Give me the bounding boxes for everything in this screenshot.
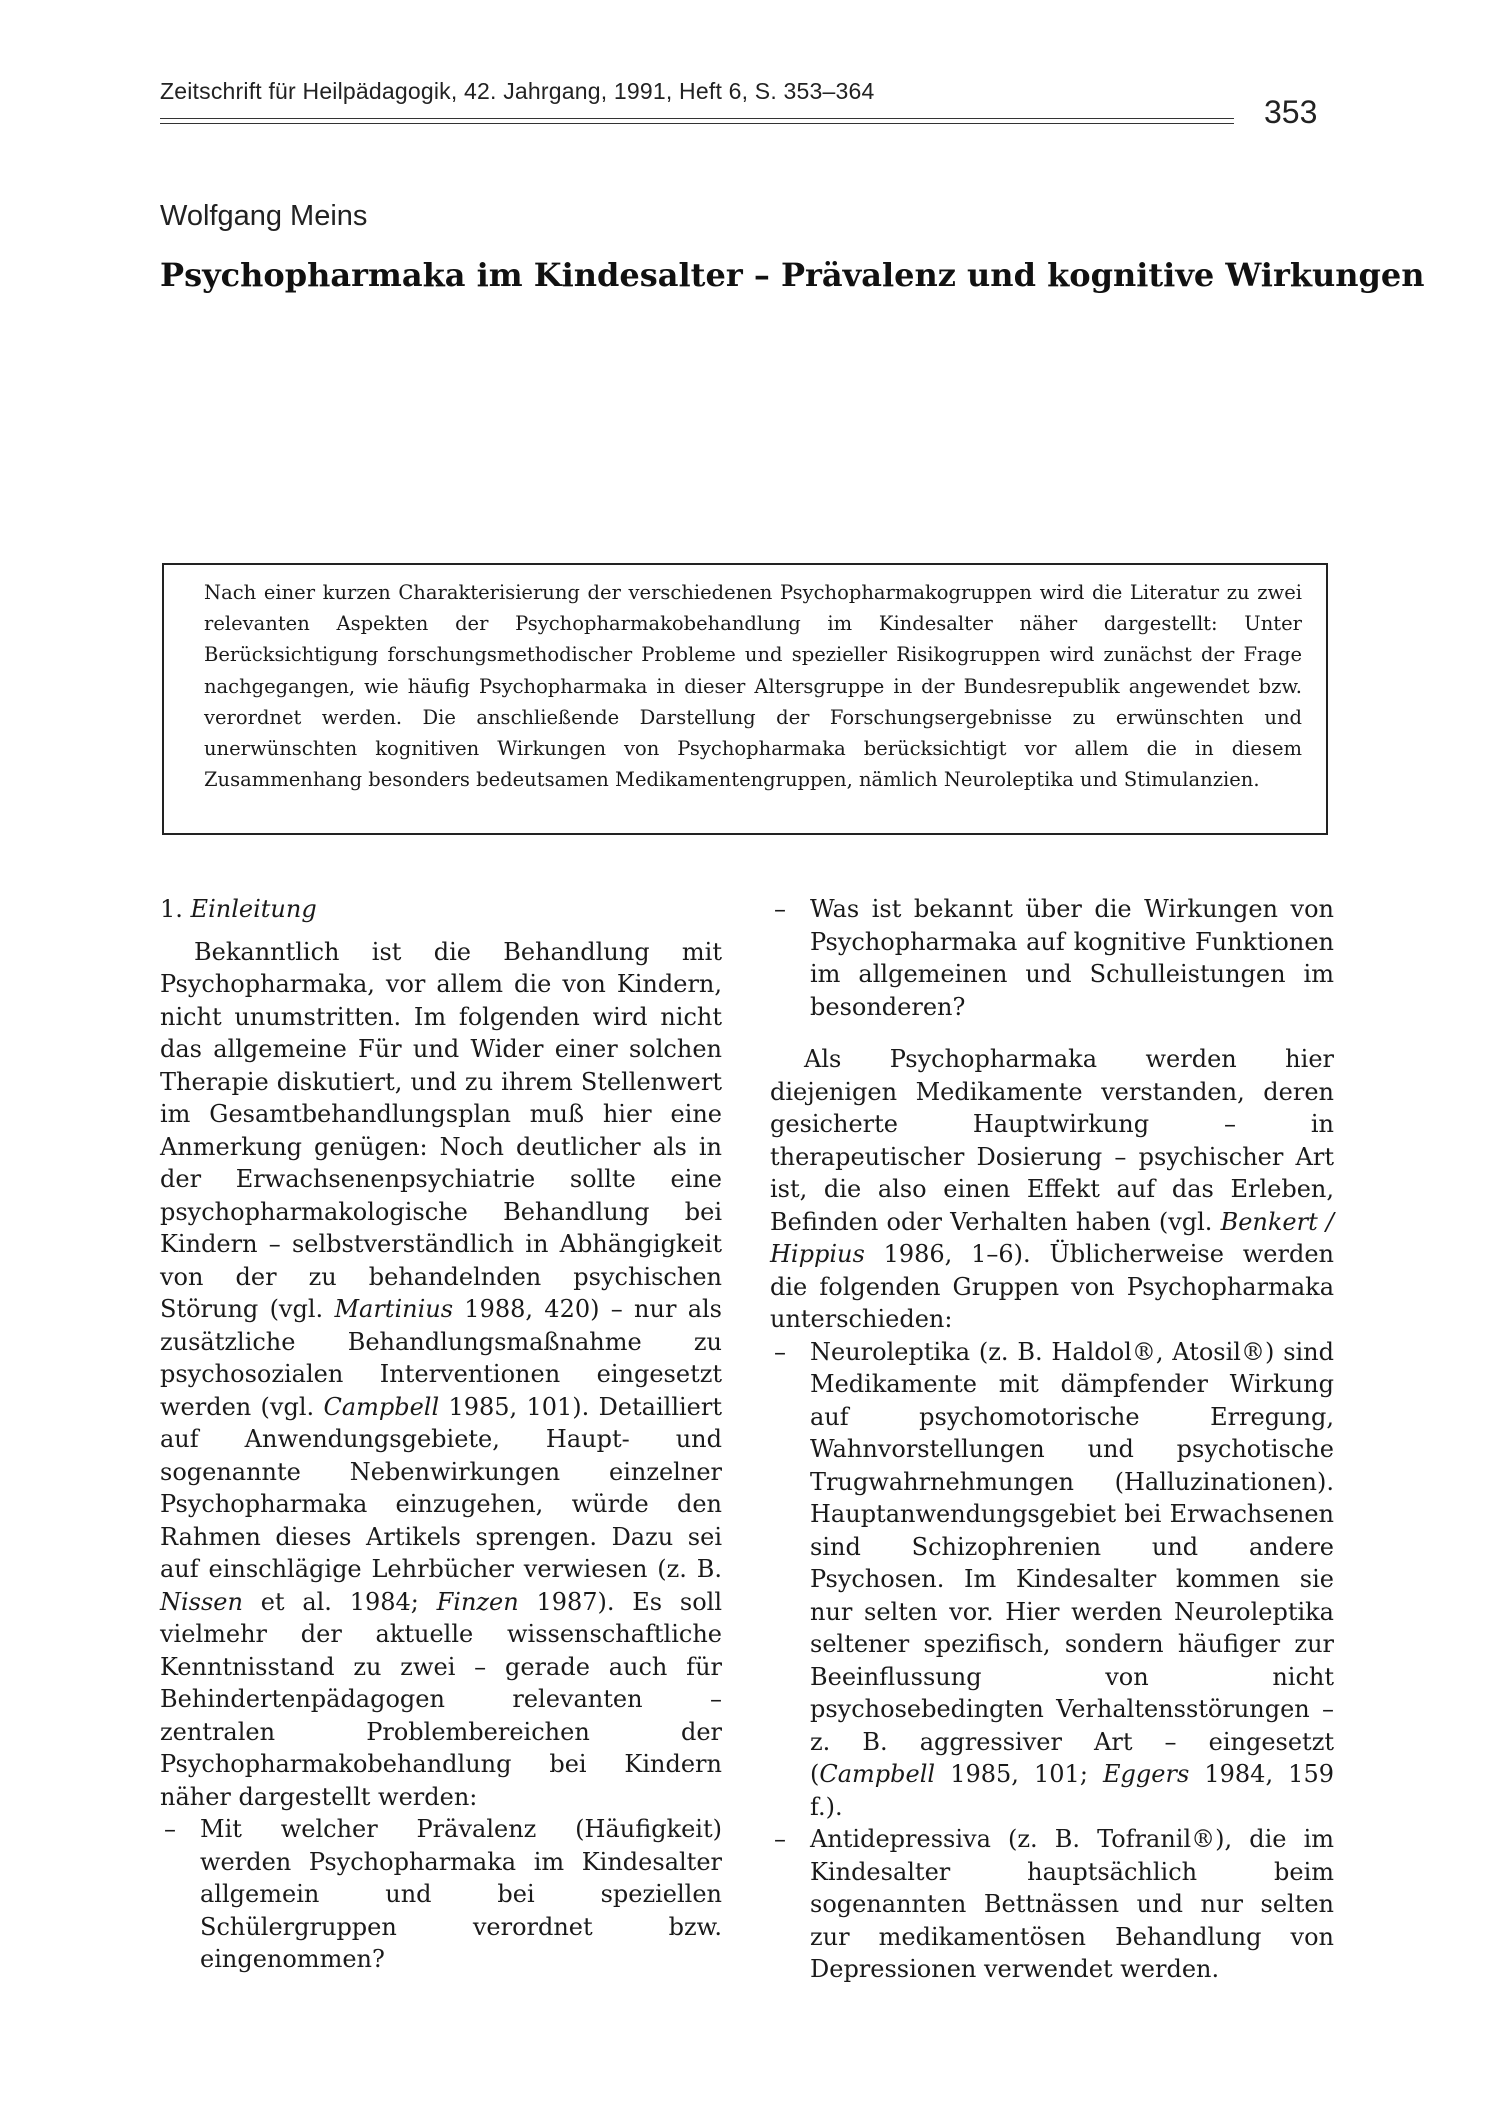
- text-run: 1987). Es soll vielmehr der aktuelle wissenschaftliche Kenntnisstand zu zwei – gerade auch für Behindertenpädagogen relevanten – zentralen Problembereichen der Psychopharmakobehandlung bei Kindern näher dargestellt werden:: [160, 1587, 722, 1811]
- question-list: [770, 893, 1334, 1023]
- section-number: 1.: [160, 895, 183, 923]
- text-run: 1988, 420) – nur als zusätzliche Behandlungsmaßnahme zu psychosozialen Interventionen eingesetzt werden (vgl.: [160, 1295, 722, 1421]
- text-run: Als Psychopharmaka werden hier diejenigen Medikamente verstanden, deren gesicherte Hauptwirkung – in therapeutischer Dosierung – psychischer Art ist, die also einen Effekt auf das Erleben, Befinden oder Verhalten haben (vgl.: [770, 1045, 1334, 1236]
- drug-group-list: [770, 1336, 1334, 1986]
- left-column: [160, 893, 722, 1976]
- page-number: 353: [1264, 94, 1318, 130]
- list-item: – Antidepressiva (z. B. Tofranil®), die im Kindesalter hauptsächlich beim sogenannten Bettnässen und nur selten zur medikamentösen Behandlung von Depressionen verwendet werden.: [770, 1823, 1334, 1986]
- section-heading: [160, 893, 722, 926]
- text-run: 1985, 101). Detailliert auf Anwendungsgebiete, Haupt- und sogenannte Nebenwirkungen einzelner Psychopharmaka einzugehen, würde den Rahmen dieses Artikels sprengen. Dazu sei auf einschlägige Lehrbücher verwiesen (z. B.: [160, 1392, 722, 1583]
- question-list: [160, 1813, 722, 1976]
- section-title: Einleitung: [190, 895, 317, 923]
- list-item: – Mit welcher Prävalenz (Häufigkeit) werden Psychopharmaka im Kindesalter allgemein und bei speziellen Schülergruppen verordnet bzw. eingenommen?: [160, 1813, 722, 1976]
- text-run: 1986, 1–6). Üblicherweise werden die folgenden Gruppen von Psychopharmaka unterschieden:: [770, 1240, 1334, 1333]
- citation-author: Benkert / Hippius: [770, 1207, 1335, 1268]
- citation-author: Campbell: [323, 1392, 440, 1421]
- citation-author: Campbell: [819, 1760, 936, 1788]
- list-item: – Was ist bekannt über die Wirkungen von Psychopharmaka auf kognitive Funktionen im allgemeinen und Schulleistungen im besonderen?: [770, 893, 1334, 1023]
- header-rule: [160, 118, 1234, 124]
- citation-author: Martinius: [334, 1295, 454, 1323]
- definition-paragraph: [770, 1043, 1334, 1336]
- text-run: Neuroleptika (z. B. Haldol®, Atosil®) sind Medikamente mit dämpfender Wirkung auf psychomotorische Erregung, Wahnvorstellungen und psychotische Trugwahrnehmungen (Halluzinationen). Hauptanwendungsgebiet bei Erwachsenen sind Schizophrenien und andere Psychosen. Im Kindesalter kommen sie nur selten vor. Hier werden Neuroleptika seltener spezifisch, sondern häufiger zur Beeinflussung von nicht psychosebedingten Verhaltensstörungen – z. B. aggressiver Art – eingesetzt (: [810, 1337, 1334, 1788]
- text-run: Bekanntlich ist die Behandlung mit Psychopharmaka, vor allem die von Kindern, nicht unumstritten. Im folgenden wird nicht das allgemeine Für und Wider einer solchen Therapie diskutiert, und zu ihrem Stellenwert im Gesamtbehandlungsplan muß hier eine Anmerkung genügen: Noch deutlicher als in der Erwachsenenpsychiatrie sollte eine psychopharmakologische Behandlung bei Kindern – selbstverständlich in Abhängigkeit von der zu behandelnden psychischen Störung (vgl.: [160, 937, 722, 1323]
- right-column: [770, 893, 1334, 1986]
- spacer: [770, 1023, 1334, 1043]
- text-run: 1984, 159 f.).: [810, 1760, 1334, 1821]
- text-run: et al. 1984;: [242, 1587, 437, 1616]
- list-item: [770, 1336, 1334, 1824]
- journal-header: Zeitschrift für Heilpädagogik, 42. Jahrgang, 1991, Heft 6, S. 353–364: [160, 78, 875, 104]
- abstract-box: [162, 563, 1328, 835]
- intro-paragraph: [160, 936, 722, 1814]
- citation-author: Eggers: [1103, 1760, 1190, 1788]
- author-name: Wolfgang Meins: [160, 200, 368, 232]
- citation-author: Finzen: [436, 1587, 519, 1616]
- citation-author: Nissen: [160, 1587, 243, 1616]
- text-run: 1985, 101;: [935, 1760, 1104, 1788]
- article-title: Psychopharmaka im Kindesalter – Prävalenz und kognitive Wirkungen: [160, 256, 1425, 294]
- abstract-text: Nach einer kurzen Charakterisierung der verschiedenen Psychopharmakogruppen wird die Literatur zu zwei relevanten Aspekten der Psychopharmakobehandlung im Kindesalter näher dargestellt: Unter Berücksichtigung forschungsmethodischer Probleme und spezieller Risikogruppen wird zunächst der Frage nachgegangen, wie häufig Psychopharmaka in dieser Altersgruppe in der Bundesrepublik angewendet bzw. verordnet werden. Die anschließende Darstellung der Forschungsergebnisse zu erwünschten und unerwünschten kognitiven Wirkungen von Psychopharmaka berücksichtigt vor allem die in diesem Zusammenhang besonders bedeutsamen Medikamentengruppen, nämlich Neuroleptika und Stimulanzien.: [204, 581, 1302, 792]
